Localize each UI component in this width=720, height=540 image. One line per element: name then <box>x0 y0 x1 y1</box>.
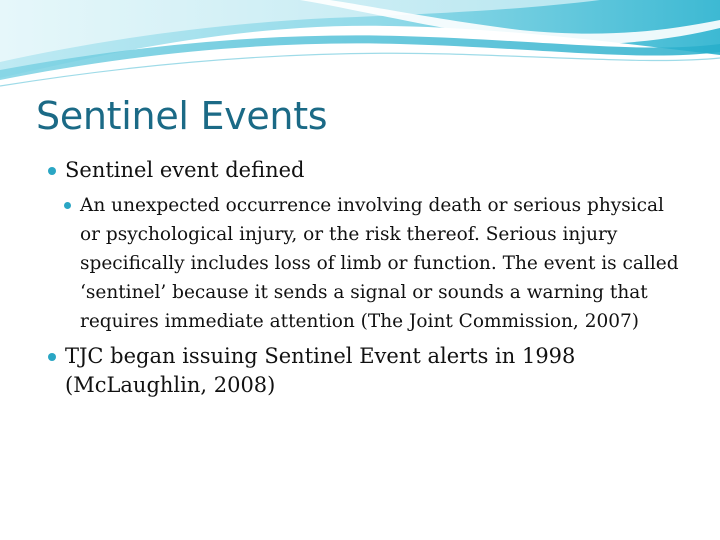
bullet-text: TJC began issuing Sentinel Event alerts in 1998 (McLaughlin, 2008) <box>65 344 576 397</box>
bullet-text: Sentinel event defined <box>65 158 305 182</box>
sub-bullet-item-1 <box>62 191 688 336</box>
bullet-dot-icon <box>64 202 71 209</box>
bullet-item-2 <box>48 342 688 400</box>
bullet-dot-icon <box>48 167 56 175</box>
slide-title: Sentinel Events <box>36 94 328 138</box>
sub-bullet-text: An unexpected occurrence involving death or serious physical or psychological injury, or the risk thereof. Serious injury specifically includes loss of limb or function. The event is called ‘sentinel’ because it sends a signal or sounds a warning that requires immediate attention (The Joint Commission, 2007) <box>80 195 679 332</box>
bullet-item-1 <box>48 156 688 185</box>
bullet-dot-icon <box>48 353 56 361</box>
slide-content <box>48 156 688 404</box>
